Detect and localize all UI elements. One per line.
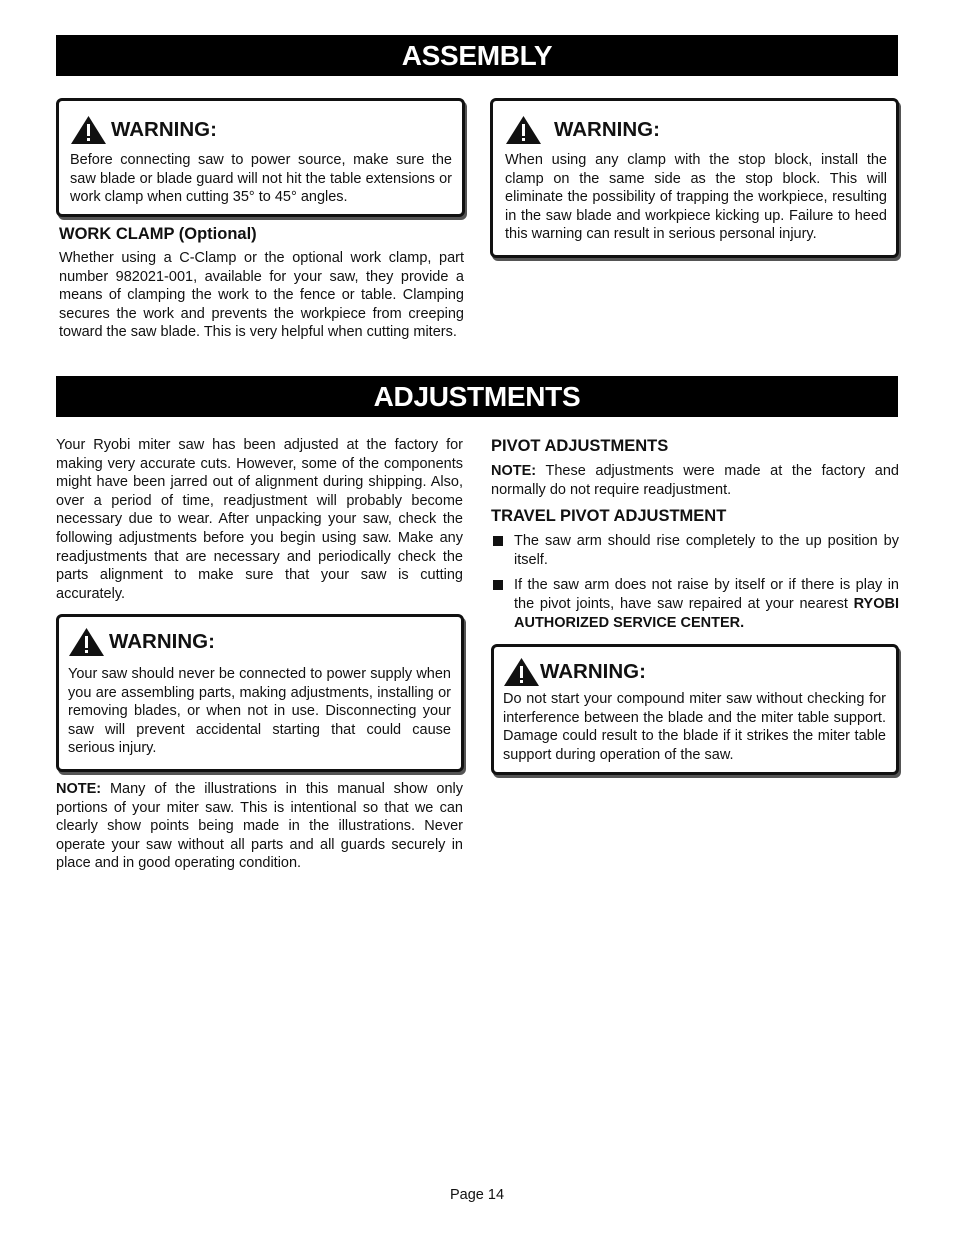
bullet-text-regular: If the saw arm does not raise by itself or if there is play in the pivot joints, have saw repaired at your nearest — [514, 577, 899, 612]
interference-warning-box — [491, 644, 899, 775]
adjustments-banner: ADJUSTMENTS — [56, 376, 898, 417]
warning-triangle-icon — [70, 115, 107, 145]
travel-pivot-heading: TRAVEL PIVOT ADJUSTMENT — [491, 507, 727, 526]
warning-text: Do not start your compound miter saw without checking for interference between the blade and the miter table support. Damage could result to the blade if it strikes the miter table support during operation of the saw. — [503, 691, 886, 763]
adjustments-intro-section — [56, 436, 463, 603]
warning-text: When using any clamp with the stop block, install the clamp on the same side as the stop block. This will eliminate the possibility of trapping the workpiece, resulting in the saw blade and workpiece kicking up. Failure to heed this warning can result in serious personal injury. — [505, 152, 887, 243]
assembly-banner: ASSEMBLY — [56, 35, 898, 76]
warning-title: WARNING: — [109, 630, 215, 653]
square-bullet-icon — [493, 536, 503, 546]
power-warning-box — [56, 614, 464, 772]
warning-header — [68, 627, 451, 657]
warning-text: Your saw should never be connected to power supply when you are assembling parts, making adjustments, installing or removing blades, or when not in use. Disconnecting your saw will prevent accidental starting that could cause serious injury. — [68, 666, 451, 757]
work-clamp-section — [59, 224, 464, 342]
note-text: Many of the illustrations in this manual show only portions of your miter saw. This is intentional so that we can clearly show points being made in the illustrations. Never operate your saw without all parts and all guards securely in place and in good operating condition. — [56, 781, 463, 872]
list-item — [491, 576, 899, 632]
warning-text: Before connecting saw to power source, make sure the saw blade or blade guard will not hit the table extensions or work clamp when cutting 35° to 45° angles. — [70, 152, 452, 206]
warning-header — [503, 657, 886, 687]
note-label: NOTE: — [56, 781, 102, 797]
warning-header — [505, 115, 887, 145]
pivot-note-label: NOTE: — [491, 463, 537, 479]
work-clamp-heading: WORK CLAMP (Optional) — [59, 225, 257, 243]
assembly-clamp-warning-box — [490, 98, 899, 258]
pivot-adjustments-heading: PIVOT ADJUSTMENTS — [491, 437, 669, 455]
illustrations-note — [56, 780, 463, 873]
warning-triangle-icon — [68, 627, 105, 657]
warning-title: WARNING: — [554, 118, 660, 141]
list-item — [491, 532, 899, 569]
warning-title: WARNING: — [111, 118, 217, 141]
warning-title: WARNING: — [540, 660, 646, 683]
warning-triangle-icon — [503, 657, 540, 687]
service-center-name: RYOBI AUTHORIZED SERVICE CENTER. — [514, 595, 899, 631]
assembly-warning-box — [56, 98, 465, 217]
bullet-text: The saw arm should rise completely to the up position by itself. — [514, 533, 899, 568]
pivot-note — [491, 462, 899, 499]
bullet-text — [514, 576, 899, 632]
note-paragraph — [56, 780, 463, 873]
pivot-note-text: These adjustments were made at the factory and normally do not require readjustment. — [491, 463, 899, 498]
warning-triangle-icon — [505, 115, 542, 145]
adjustments-intro-text: Your Ryobi miter saw has been adjusted at the factory for making very accurate cuts. However, some of the components might have been jarred out of alignment during shipping. Also, over a period of time, readjustment will probably become necessary due to wear. After unpacking your saw, check the following adjustments before you begin using saw. Make any readjustments that are necessary and periodically check the parts alignment to make sure that your saw is cutting accurately. — [56, 437, 463, 602]
page-number: Page 14 — [449, 1187, 505, 1203]
work-clamp-text: Whether using a C-Clamp or the optional work clamp, part number 982021-001, available for your saw, they provide a means of clamping the work to the fence or table. Clamping secures the work and prevents the workpiece from creeping toward the saw blade. This is very helpful when cutting miters. — [59, 250, 464, 341]
warning-header — [70, 115, 452, 145]
pivot-adjustments-section — [491, 436, 899, 632]
square-bullet-icon — [493, 580, 503, 590]
